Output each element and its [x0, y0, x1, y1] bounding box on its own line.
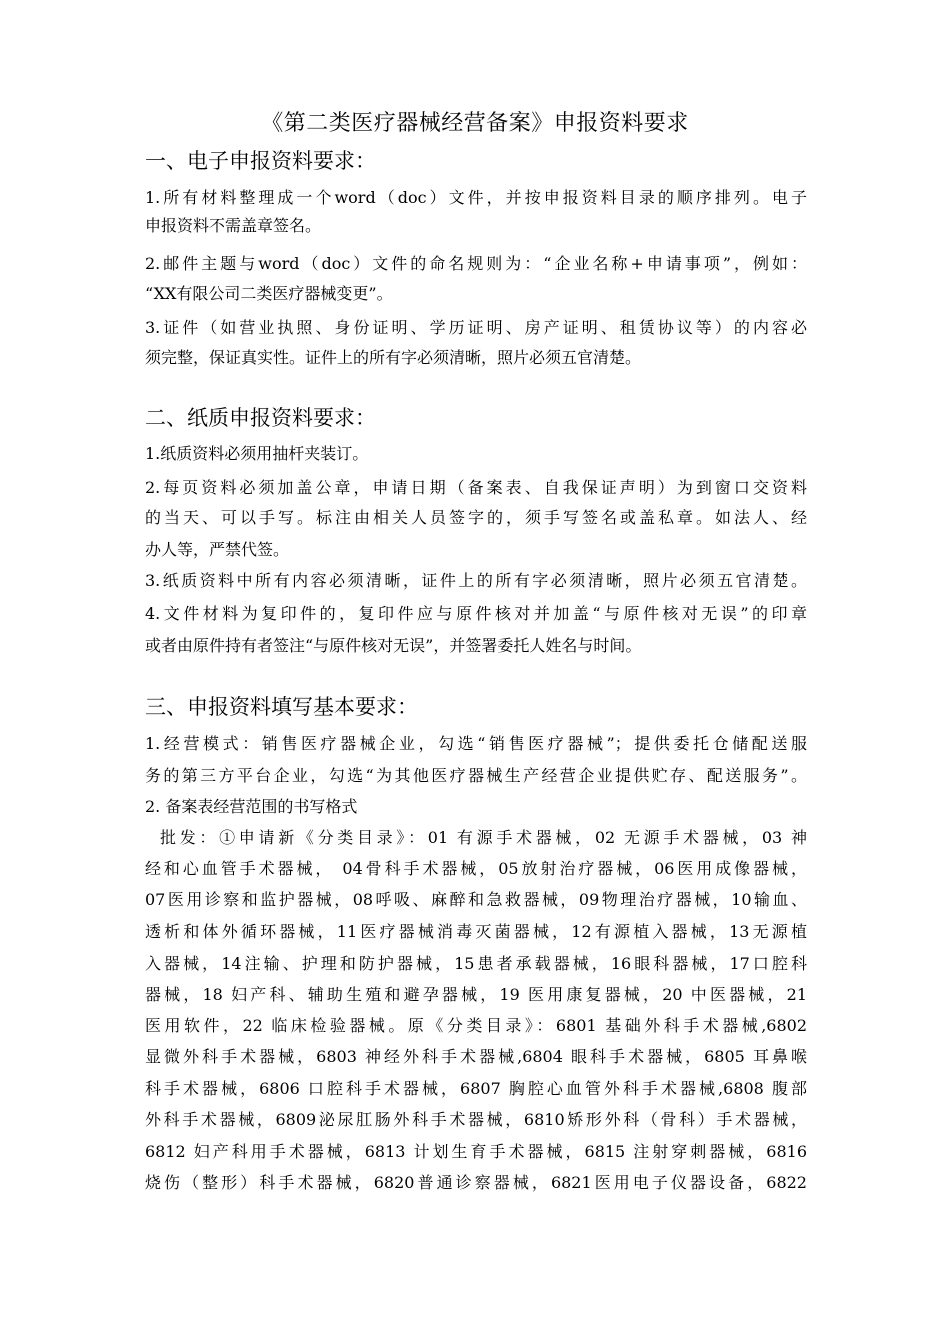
paragraph-line: 须完整，保证真实性。证件上的所有字必须清晰，照片必须五官清楚。 [145, 348, 642, 367]
paragraph-line: 务的第三方平台企业，勾选“为其他医疗器械生产经营企业提供贮存、配送服务”。 [145, 766, 807, 785]
paragraph-line: 1.所有材料整理成一个word（doc）文件，并按申报资料目录的顺序排列。电子 [145, 188, 807, 207]
paragraph-line: 3.纸质资料中所有内容必须清晰，证件上的所有字必须清晰，照片必须五官清楚。 [145, 571, 807, 590]
paragraph-line: “XX有限公司二类医疗器械变更”。 [145, 284, 393, 303]
paragraph-line: 1.经营模式：销售医疗器械企业，勾选“销售医疗器械”；提供委托仓储配送服 [145, 734, 807, 753]
paragraph-line: 经和心血管手术器械， 04骨科手术器械，05放射治疗器械，06医用成像器械， [145, 859, 807, 878]
paragraph-line: 科手术器械，6806 口腔科手术器械，6807 胸腔心血管外科手术器械,6808 腹部 [145, 1079, 807, 1098]
paragraph-line: 透析和体外循环器械，11医疗器械消毒灭菌器械，12有源植入器械，13无源植 [145, 922, 807, 941]
paragraph-line: 或者由原件持有者签注“与原件核对无误”，并签署委托人姓名与时间。 [145, 636, 642, 655]
paragraph-line: 6812 妇产科用手术器械，6813 计划生育手术器械，6815 注射穿刺器械，6816 [145, 1142, 807, 1161]
paragraph-line: 的当天、可以手写。标注由相关人员签字的，须手写签名或盖私章。如法人、经 [145, 508, 807, 527]
paragraph-line: 医用软件，22 临床检验器械。原《分类目录》：6801 基础外科手术器械,6802 [145, 1016, 807, 1035]
paragraph-line: 外科手术器械，6809泌尿肛肠外科手术器械，6810矫形外科（骨科）手术器械， [145, 1110, 807, 1129]
paragraph-line: 显微外科手术器械，6803 神经外科手术器械,6804 眼科手术器械，6805 耳鼻喉 [145, 1047, 807, 1066]
paragraph-line: 申报资料不需盖章签名。 [145, 216, 322, 235]
paragraph-line: 办人等，严禁代签。 [145, 540, 290, 559]
section-heading-paper: 二、纸质申报资料要求： [145, 406, 376, 430]
paragraph-line: 2.每页资料必须加盖公章，申请日期（备案表、自我保证声明）为到窗口交资料 [145, 478, 807, 497]
section-heading-filling: 三、申报资料填写基本要求： [145, 695, 418, 719]
paragraph-line: 4.文件材料为复印件的，复印件应与原件核对并加盖“与原件核对无误”的印章 [145, 604, 807, 623]
document-title: 《第二类医疗器械经营备案》申报资料要求 [261, 111, 689, 136]
paragraph-line: 2. 备案表经营范围的书写格式 [145, 797, 358, 816]
paragraph-line: 器械，18 妇产科、辅助生殖和避孕器械，19 医用康复器械，20 中医器械，21 [145, 985, 807, 1004]
paragraph-line: 1.纸质资料必须用抽杆夹装订。 [145, 444, 369, 463]
paragraph-line: 2.邮件主题与word（doc）文件的命名规则为：“企业名称+申请事项”，例如： [145, 254, 807, 273]
section-heading-electronic: 一、电子申报资料要求： [145, 149, 376, 173]
paragraph-line: 烧伤（整形）科手术器械，6820普通诊察器械，6821医用电子仪器设备，6822 [145, 1173, 807, 1192]
paragraph-line: 3.证件（如营业执照、身份证明、学历证明、房产证明、租赁协议等）的内容必 [145, 318, 807, 337]
paragraph-line: 入器械，14注输、护理和防护器械，15患者承载器械，16眼科器械，17口腔科 [145, 954, 807, 973]
paragraph-line: 07医用诊察和监护器械，08呼吸、麻醉和急救器械，09物理治疗器械，10输血、 [145, 890, 807, 909]
paragraph-line: 批发：①申请新《分类目录》：01 有源手术器械，02 无源手术器械，03 神 [160, 828, 807, 847]
